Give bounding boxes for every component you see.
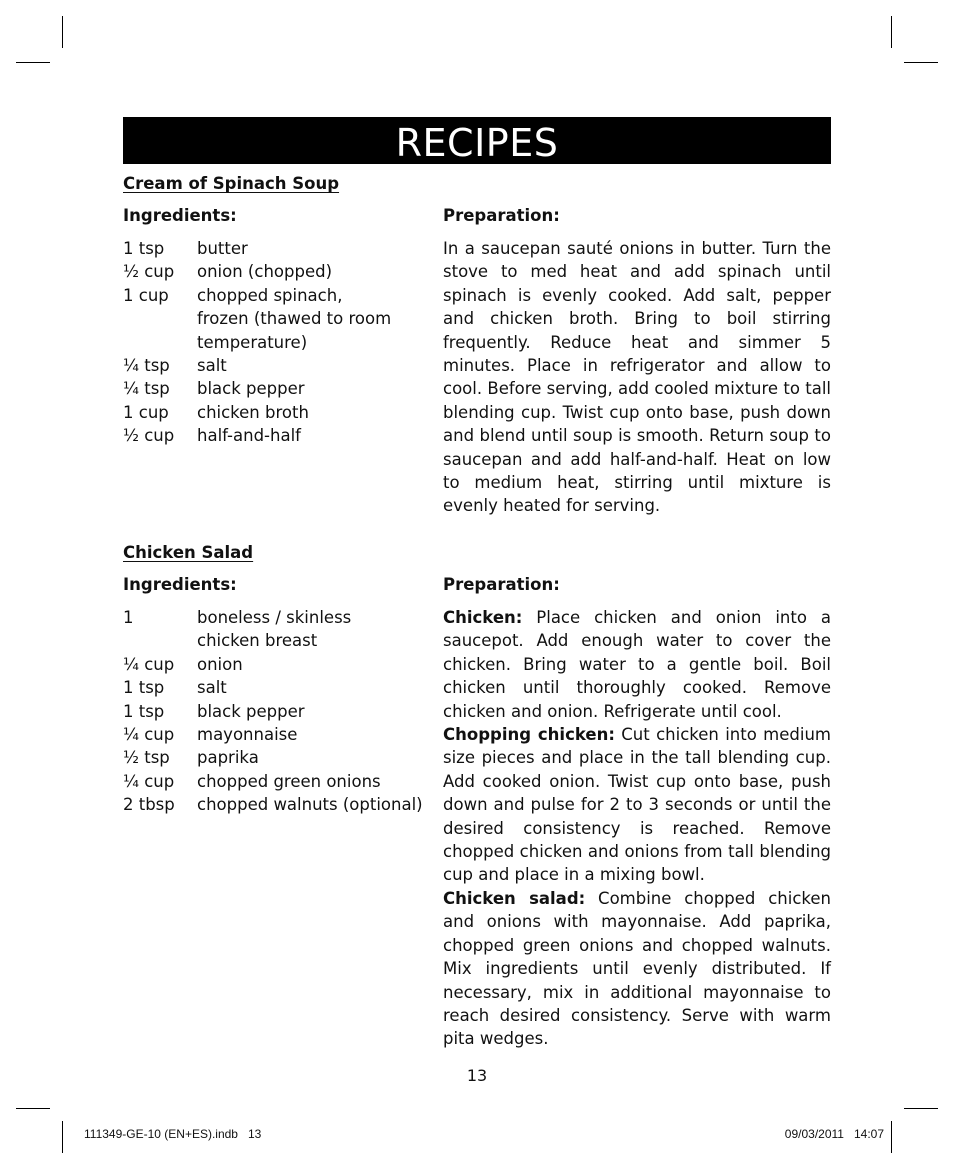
crop-mark [16, 1108, 50, 1109]
ingredient-name: chopped green onions [197, 771, 381, 791]
ingredient-quantity: ½ tsp [123, 748, 170, 768]
ingredients-heading: Ingredients: [123, 206, 237, 225]
ingredients-heading: Ingredients: [123, 575, 237, 594]
ingredient-name: salt [197, 678, 227, 698]
ingredient-quantity: ¼ cup [123, 771, 175, 791]
crop-mark [891, 1121, 892, 1153]
ingredient-quantity: ¼ cup [123, 725, 175, 745]
page-title: RECIPES [395, 120, 559, 165]
preparation-step-text: Place chicken and onion into a saucepot. Add enough water to cover the chicken. Bring water to a gentle boil. Boil chicken until thoroughly cooked. Remove chicken and onion. Refrigerate until cool. [443, 608, 831, 721]
preparation-paragraph [443, 887, 831, 1051]
crop-mark [891, 16, 892, 48]
preparation-heading: Preparation: [443, 206, 560, 225]
ingredients-list-chicken-salad [123, 606, 433, 817]
ingredient-row [123, 354, 433, 377]
recipe-title-chicken-salad: Chicken Salad [123, 543, 254, 562]
page-number: 13 [466, 1066, 488, 1085]
ingredient-quantity: 1 cup [123, 402, 169, 422]
crop-mark [62, 16, 63, 48]
ingredient-name: chopped spinach, frozen (thawed to room temperature) [197, 285, 392, 352]
ingredient-quantity: 1 tsp [123, 678, 165, 698]
ingredient-quantity: 1 tsp [123, 239, 165, 258]
crop-mark [62, 1121, 63, 1153]
crop-mark [904, 1108, 938, 1109]
preparation-paragraph [443, 723, 831, 887]
ingredient-row [123, 793, 433, 816]
preparation-text-chicken-salad [443, 606, 831, 1051]
ingredient-name: butter [197, 239, 248, 258]
crop-mark [904, 62, 938, 63]
ingredient-name: chopped walnuts (optional) [197, 795, 423, 815]
print-file-name: 111349-GE-10 (EN+ES).indb 13 [84, 1127, 262, 1141]
ingredient-quantity: ¼ tsp [123, 356, 170, 376]
ingredient-name: chicken broth [197, 402, 309, 422]
ingredient-name: mayonnaise [197, 725, 298, 745]
ingredient-quantity: ½ cup [123, 262, 175, 282]
ingredient-name: salt [197, 356, 227, 376]
preparation-paragraph [443, 606, 831, 723]
print-file-info [84, 1128, 261, 1140]
ingredient-quantity: 2 tbsp [123, 795, 175, 815]
ingredient-row [123, 723, 433, 746]
ingredient-row [123, 377, 433, 400]
ingredient-row [123, 424, 433, 447]
preparation-heading: Preparation: [443, 575, 560, 594]
ingredient-row [123, 676, 433, 699]
ingredient-quantity: ¼ cup [123, 654, 175, 674]
print-datetime [785, 1128, 884, 1140]
preparation-step-label: Chicken: [443, 608, 523, 627]
ingredients-list-spinach-soup [123, 237, 433, 448]
preparation-step-label: Chicken salad: [443, 888, 586, 908]
ingredient-row [123, 700, 433, 723]
ingredient-name: black pepper [197, 379, 305, 399]
ingredient-row [123, 260, 433, 283]
preparation-step-text: Cut chicken into medium size pieces and place in the tall blending cup. Add cooked onion. Twist cup onto base, push down and pulse for 2 to 3 seconds or until the desired consistency is reached. Remove chopped chicken and onions from tall blending cup and place in a mixing bowl. [443, 725, 831, 885]
ingredient-row [123, 770, 433, 793]
preparation-step-label: Chopping chicken: [443, 725, 615, 745]
ingredient-row [123, 401, 433, 424]
ingredient-row [123, 653, 433, 676]
preparation-step-text: In a saucepan sauté onions in butter. Turn the stove to med heat and add spinach until spinach is evenly cooked. Add salt, pepper and chicken broth. Bring to boil stirring frequently. Reduce heat and simmer 5 minutes. Place in refrigerator and allow to cool. Before serving, add cooled mixture to tall blending cup. Twist cup onto base, push down and blend until soup is smooth. Return soup to saucepan and add half-and-half. Heat on low to medium heat, stirring until mixture is evenly heated for serving. [443, 239, 831, 516]
print-date-time: 09/03/2011 14:07 [784, 1127, 884, 1141]
ingredient-name: black pepper [197, 701, 305, 721]
ingredient-name: paprika [197, 748, 259, 768]
recipe-title-cream-of-spinach-soup: Cream of Spinach Soup [123, 174, 340, 193]
ingredient-name: boneless / skinless chicken breast [197, 608, 352, 651]
ingredient-name: onion [197, 654, 243, 674]
ingredient-quantity: 1 tsp [123, 701, 165, 721]
ingredient-row [123, 746, 433, 769]
preparation-paragraph [443, 237, 831, 518]
ingredient-row [123, 237, 433, 260]
preparation-step-text: Combine chopped chicken and onions with mayonnaise. Add paprika, chopped green onions and chopped walnuts. Mix ingredients until evenly distributed. If necessary, mix in additional mayonnaise to reach desired consistency. Serve with warm pita wedges. [443, 888, 831, 1049]
ingredient-quantity: 1 [123, 608, 134, 627]
crop-mark [16, 62, 50, 63]
recipes-header-bar [123, 117, 831, 164]
preparation-text-spinach-soup [443, 237, 831, 518]
ingredient-row [123, 284, 433, 354]
ingredient-quantity: ½ cup [123, 426, 175, 446]
ingredient-name: onion (chopped) [197, 262, 333, 282]
ingredient-quantity: ¼ tsp [123, 379, 170, 399]
ingredient-quantity: 1 cup [123, 285, 169, 305]
ingredient-row [123, 606, 433, 653]
ingredient-name: half-and-half [197, 426, 301, 446]
